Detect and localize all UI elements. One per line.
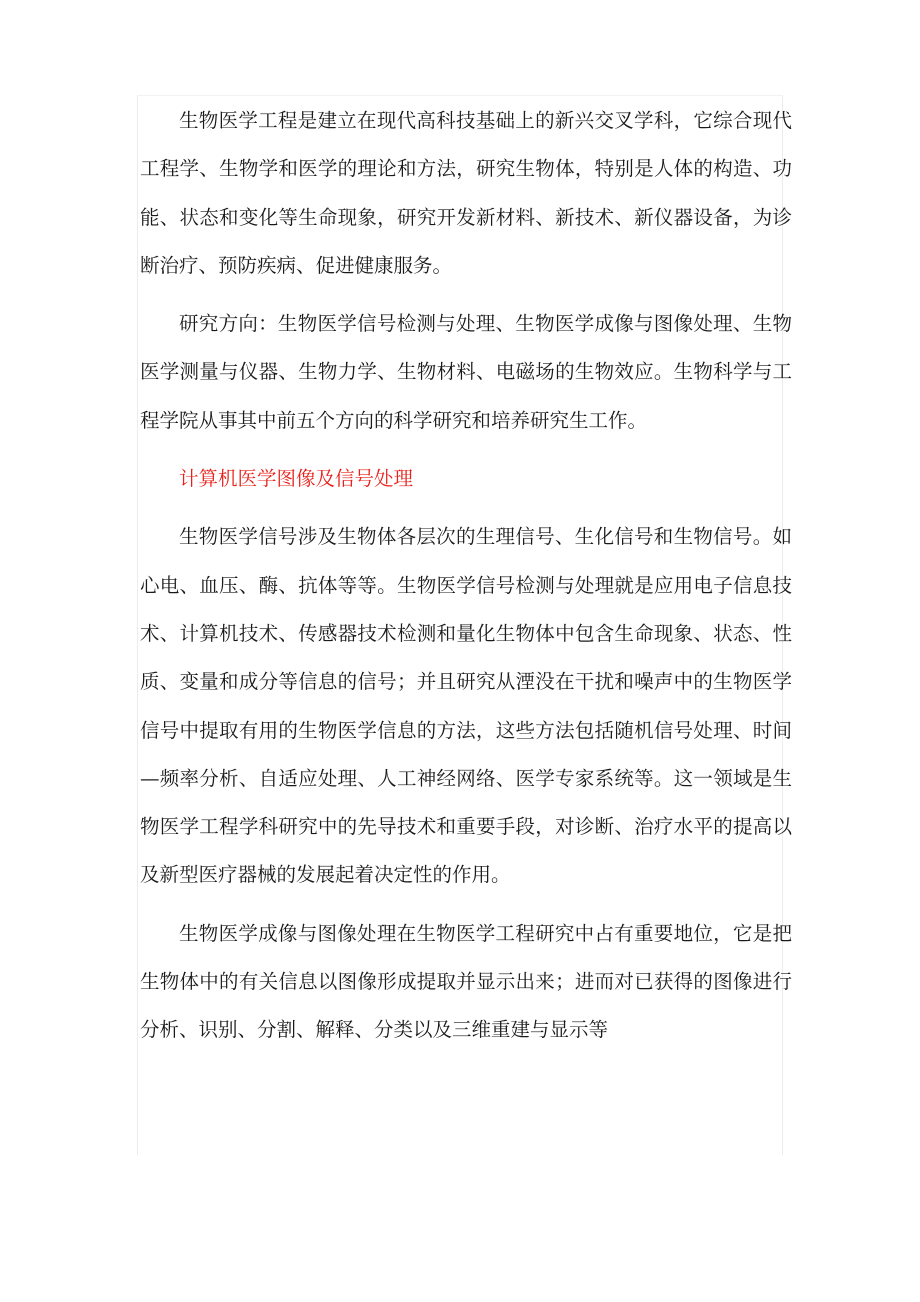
intro-paragraph: 生物医学工程是建立在现代高科技基础上的新兴交叉学科，它综合现代工程学、生物学和医学的理论和方法，研究生物体，特别是人体的构造、功能、状态和变化等生命现象，研究开发新材料、新技术、新仪器设备，为诊断治疗、预防疾病、促进健康服务。 [140,109,792,277]
section-heading: 计算机医学图像及信号处理 [179,467,414,491]
signal-processing-paragraph: 生物医学信号涉及生物体各层次的生理信号、生化信号和生物信号。如心电、血压、酶、抗体等等。生物医学信号检测与处理就是应用电子信息技术、计算机技术、传感器技术检测和量化生物体中包含生命现象、状态、性质、变量和成分等信息的信号；并且研究从湮没在干扰和噪声中的生物医学信号中提取有用的生物医学信息的方法，这些方法包括随机信号处理、时间—频率分析、自适应处理、人工神经网络、医学专家系统等。这一领域是生物医学工程学科研究中的先导技术和重要手段，对诊断、治疗水平的提高以及新型医疗器械的发展起着决定性的作用。 [140,525,792,887]
research-directions-paragraph: 研究方向：生物医学信号检测与处理、生物医学成像与图像处理、生物医学测量与仪器、生物力学、生物材料、电磁场的生物效应。生物科学与工程学院从事其中前五个方向的科学研究和培养研究生工作。 [140,312,792,432]
document-body [140,97,792,1055]
imaging-paragraph: 生物医学成像与图像处理在生物医学工程研究中占有重要地位，它是把生物体中的有关信息以图像形成提取并显示出来；进而对已获得的图像进行分析、识别、分割、解释、分类以及三维重建与显示等 [140,921,792,1042]
